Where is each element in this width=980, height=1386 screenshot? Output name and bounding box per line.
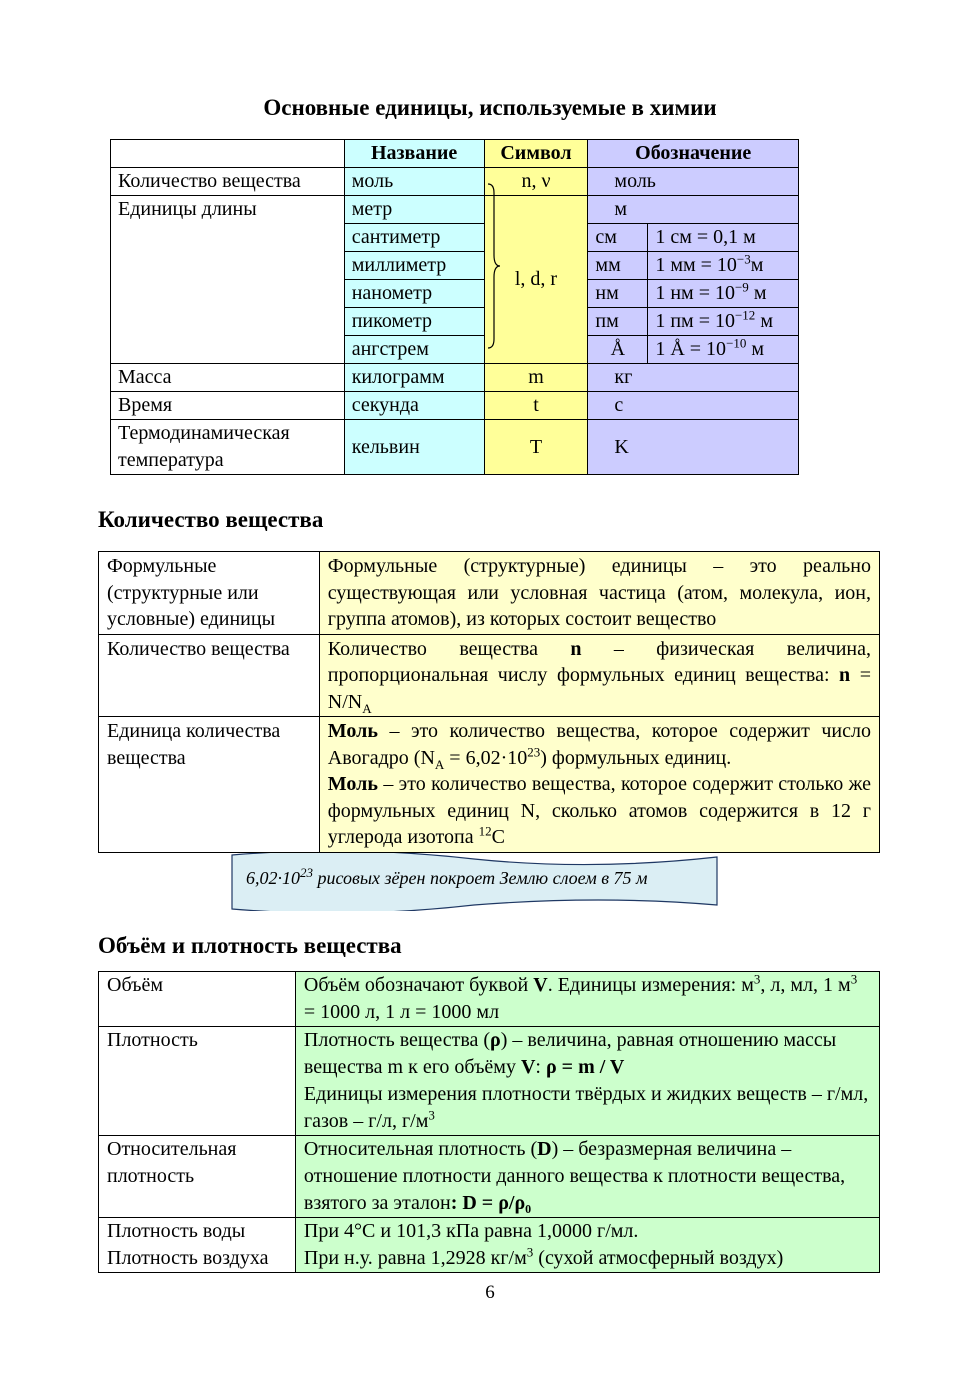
row-mole xyxy=(99,717,880,853)
def-text: Количество вещества xyxy=(327,637,571,660)
def-text: Объём обозначают буквой xyxy=(303,974,534,996)
symbol-v: V xyxy=(533,974,548,996)
def-text: Плотность вещества ( xyxy=(303,1029,491,1051)
term-cell: Формульные (структурные или условные) единицы xyxy=(99,552,320,635)
density-formula: ρ = m / V xyxy=(545,1056,625,1078)
banner-text xyxy=(246,865,648,889)
relation-cell xyxy=(648,252,799,280)
symbol-cell-length xyxy=(484,196,588,364)
unit-name-cell: секунда xyxy=(344,392,484,420)
heading-volume: Объём и плотность вещества xyxy=(98,933,402,958)
unit-name-cell: ангстрем xyxy=(344,336,484,364)
definition-cell xyxy=(295,1136,879,1218)
def-text: – физическая величина, пропорциональная числу формульных единиц вещества: xyxy=(327,637,871,686)
def-text: = 6,02·10 xyxy=(444,746,528,769)
def-text: Относительная плотность ( xyxy=(303,1138,538,1160)
relation-exp: −3 xyxy=(736,251,751,267)
term-cell xyxy=(99,1218,296,1273)
designation-cell: моль xyxy=(588,168,799,196)
symbol-cell: n, ν xyxy=(484,168,588,196)
symbol-n: n xyxy=(839,664,851,686)
relation-tail: м xyxy=(755,310,773,332)
volume-table xyxy=(98,971,880,1273)
units-header-row xyxy=(111,140,799,168)
term-line-2: Плотность воздуха xyxy=(107,1247,269,1269)
symbol-d: D xyxy=(537,1138,552,1160)
def-text: C xyxy=(491,826,505,848)
symbol-n: n xyxy=(570,637,582,660)
designation-cell: K xyxy=(588,420,799,475)
symbol-cell: m xyxy=(484,364,588,392)
banner-phrase: рисовых зёрен покроет Землю слоем в 75 м xyxy=(313,868,648,888)
exponent: 3 xyxy=(526,1244,534,1260)
definition-cell: Формульные (структурные) единицы – это реально существующая или условная частица (атом, молекула, ион, группа атомов), из которых состоит вещество xyxy=(319,552,879,635)
term-cell xyxy=(99,1136,296,1218)
unit-name-cell: пикометр xyxy=(344,308,484,336)
row-water-air-density xyxy=(99,1218,880,1273)
term-cell: Плотность xyxy=(99,1027,296,1136)
symbol-cell: T xyxy=(484,420,588,475)
def-text: , л, мл, 1 м xyxy=(760,974,851,996)
quantity-line-1: Термодинамическая xyxy=(118,422,290,444)
unit-name-cell: сантиметр xyxy=(344,224,484,252)
term-line-1: Относительная xyxy=(107,1138,237,1160)
substance-table xyxy=(98,551,880,853)
designation-cell: нм xyxy=(588,280,648,308)
quantity-cell xyxy=(111,420,345,475)
row-density xyxy=(99,1027,880,1136)
designation-cell: пм xyxy=(588,308,648,336)
mole-word: Моль xyxy=(327,720,378,742)
mole-definition-1 xyxy=(328,718,871,771)
quantity-cell: Единицы длины xyxy=(111,196,345,364)
banner-exponent: 23 xyxy=(300,865,313,880)
symbol-rho: ρ xyxy=(490,1029,501,1051)
relation-cell xyxy=(648,308,799,336)
row-mass xyxy=(111,364,799,392)
density-definition xyxy=(304,1027,871,1081)
row-temperature xyxy=(111,420,799,475)
page-number: 6 xyxy=(485,1282,495,1303)
quantity-cell: Масса xyxy=(111,364,345,392)
air-density-line xyxy=(304,1245,871,1272)
row-volume xyxy=(99,972,880,1027)
relation-tail: м xyxy=(748,282,767,304)
relation-base: 1 пм = 10 xyxy=(655,310,735,332)
symbol-cell: t xyxy=(484,392,588,420)
empty-header-cell xyxy=(111,140,345,168)
def-text: = N/N xyxy=(327,664,871,713)
row-amount xyxy=(111,168,799,196)
relation-cell: 1 см = 0,1 м xyxy=(648,224,799,252)
quantity-line-2: температура xyxy=(118,449,224,471)
curly-brace-icon xyxy=(486,183,502,349)
exponent: 23 xyxy=(527,743,541,759)
unit-name-cell: моль xyxy=(344,168,484,196)
def-text: Единицы измерения плотности твёрдых и жидких веществ – г/мл, газов – г/л, г/м xyxy=(303,1083,869,1132)
designation-cell: мм xyxy=(588,252,648,280)
unit-name-cell: миллиметр xyxy=(344,252,484,280)
exponent: 3 xyxy=(428,1107,435,1123)
row-relative-density xyxy=(99,1136,880,1218)
heading-substance: Количество вещества xyxy=(98,507,324,532)
def-text: При н.у. равна 1,2928 кг/м xyxy=(303,1247,527,1269)
term-line-1: Плотность воды xyxy=(107,1220,246,1242)
def-text: – это количество вещества, которое содержит число Авогадро (N xyxy=(327,720,871,769)
definition-cell xyxy=(319,717,879,853)
term-cell: Объём xyxy=(99,972,296,1027)
row-formula-units xyxy=(99,552,880,635)
relation-cell xyxy=(648,336,799,364)
header-designation: Обозначение xyxy=(588,140,799,168)
page-title: Основные единицы, используемые в химии xyxy=(263,95,717,120)
relation-exp: −9 xyxy=(734,279,749,295)
unit-name-cell: килограмм xyxy=(344,364,484,392)
exponent: 3 xyxy=(850,971,858,987)
relation-tail: м xyxy=(750,254,764,276)
relation-base: 1 мм = 10 xyxy=(655,254,737,276)
designation-cell: с xyxy=(588,392,799,420)
term-line-2: плотность xyxy=(107,1165,195,1187)
designation-cell: см xyxy=(588,224,648,252)
def-text: : xyxy=(535,1056,546,1078)
designation-cell: кг xyxy=(588,364,799,392)
mole-word: Моль xyxy=(327,773,378,795)
symbol-v: V xyxy=(520,1056,536,1078)
relation-base: 1 Å = 10 xyxy=(655,338,727,360)
designation-cell: м xyxy=(588,196,799,224)
unit-name-cell: метр xyxy=(344,196,484,224)
subscript-a: A xyxy=(434,756,445,772)
unit-name-cell: кельвин xyxy=(344,420,484,475)
unit-name-cell: нанометр xyxy=(344,280,484,308)
definition-cell xyxy=(319,634,879,717)
exponent: 3 xyxy=(753,971,761,987)
mole-definition-2 xyxy=(328,771,871,851)
row-length-metre xyxy=(111,196,799,224)
header-symbol: Символ xyxy=(484,140,588,168)
header-name: Название xyxy=(344,140,484,168)
quantity-cell: Время xyxy=(111,392,345,420)
def-text: ) – безразмерная величина – отношение плотности данного вещества к плотности вещества, взятого за эталон xyxy=(303,1138,846,1214)
relation-cell xyxy=(648,280,799,308)
def-text: . Единицы измерения: м xyxy=(547,974,754,996)
def-text: – это количество вещества, которое содержит столько же формульных единиц N, сколько атомов содержится в 12 г углерода изотопа xyxy=(327,773,871,848)
relation-exp: −10 xyxy=(726,335,747,351)
units-table xyxy=(110,139,799,475)
subscript-a: A xyxy=(362,700,372,716)
def-text: = 1000 л, 1 л = 1000 мл xyxy=(303,1001,500,1023)
def-text: ) формульных единиц. xyxy=(540,746,732,769)
row-time xyxy=(111,392,799,420)
def-text: ) – величина, равная отношению массы вещества m к его объёму xyxy=(303,1029,837,1078)
designation-cell: Å xyxy=(588,336,648,364)
term-cell: Количество вещества xyxy=(99,634,320,717)
definition-cell xyxy=(295,1027,879,1136)
relation-tail: м xyxy=(746,338,765,360)
row-amount xyxy=(99,634,880,717)
term-cell: Единица количества вещества xyxy=(99,717,320,853)
water-density-line: При 4°C и 101,3 кПа равна 1,0000 г/мл. xyxy=(303,1220,639,1242)
definition-cell xyxy=(295,1218,879,1273)
quantity-cell: Количество вещества xyxy=(111,168,345,196)
relative-density-formula: : D = ρ/ρ₀ xyxy=(450,1192,532,1214)
isotope-mass: 12 xyxy=(478,823,492,839)
def-text: (сухой атмосферный воздух) xyxy=(533,1247,784,1269)
symbol-text: l, d, r xyxy=(514,268,558,290)
banner-number: 6,02·10 xyxy=(246,868,300,888)
definition-cell xyxy=(295,972,879,1027)
density-units xyxy=(304,1081,871,1135)
relation-base: 1 нм = 10 xyxy=(655,282,735,304)
relation-exp: −12 xyxy=(734,307,756,323)
